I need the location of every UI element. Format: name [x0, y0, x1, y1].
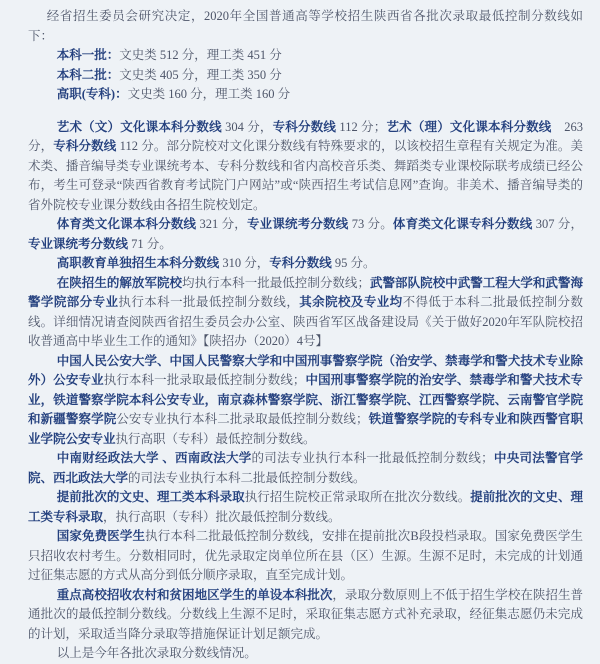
text-run: 的司法专业执行本科一批最低控制分数线；: [251, 451, 494, 465]
paragraph: [28, 527, 583, 586]
bold-text-run: 国家免费医学生: [56, 529, 146, 543]
bold-text-run: 铁道警察学院的专科专业和陕西警官职业学院公安专业: [28, 412, 583, 446]
text-run: 310 分，: [219, 256, 270, 270]
bold-text-run: 中央司法警官学院、西北政法大学: [28, 451, 583, 485]
text-run: 71 分。: [128, 236, 172, 251]
bold-text-run: 高职教育单独招生本科分数线: [56, 256, 220, 270]
bold-text-run: 武警部队院校中武警工程大学和武警海警学院部分专业: [28, 275, 583, 309]
paragraph: [28, 274, 583, 352]
text-run: 经省招生委员会研究决定，2020年全国普通高等学校招生陕西省各批次录取最低控制分数线如下：: [28, 9, 583, 43]
bold-text-run: 艺术（文）文化课本科分数线: [56, 119, 222, 134]
bold-text-run: 中国刑事警察学院的治安学、禁毒学和警犬技术专业，铁道警察学院本科公安专业，南京森林警察学院、浙江警察学院、江西警察学院、云南警官学院和新疆警察学院: [28, 373, 583, 426]
text-run: 执行招生院校正常录取所在批次分数线。: [244, 490, 471, 504]
text-run: 执行高职（专科）最低控制分数线。: [115, 431, 316, 446]
text-run: 95 分。: [331, 256, 376, 270]
bold-text-run: 其余院校及专业均: [299, 295, 403, 309]
bold-text-run: 体育类文化课本科分数线: [56, 217, 197, 231]
paragraph: [28, 586, 583, 645]
bold-text-run: 体育类文化课专科分数线: [392, 217, 533, 231]
bold-text-run: 专业课统考分数线: [28, 236, 129, 251]
paragraph: [28, 352, 583, 450]
paragraph: [28, 254, 583, 274]
paragraph: [28, 644, 583, 664]
bold-text-run: 本科二批：: [56, 67, 120, 82]
text-run: 112 分；: [336, 119, 387, 134]
text-run: 304 分，: [221, 119, 273, 134]
text-run: 73 分。: [348, 217, 393, 231]
text-run: ，执行高职（专科）批次最低控制分数线。: [103, 509, 341, 524]
text-run: 以上是今年各批次录取分数线情况。: [56, 646, 257, 660]
text-run: 公安专业执行本科二批录取最低控制分数线；: [116, 412, 369, 426]
paragraph: [28, 118, 583, 216]
bold-text-run: 提前批次的文史、理工类专科录取: [28, 490, 583, 524]
bold-text-run: 专业课统考分数线: [246, 217, 349, 231]
text-run: 执行本科二批最低控制分数线，安排在提前批次B段投档录取。国家免费医学生只招收农村考生。分数相同时，优先录取定岗单位所在县（区）生源。生源不足时，未完成的计划通过征集志愿的方式从高分到低分顺序录取，直至完成计划。: [28, 529, 583, 582]
text-run: 的司法专业执行本科二批最低控制分数线。: [128, 470, 366, 485]
bold-text-run: 在陕招生的解放军院校: [56, 275, 183, 290]
bold-text-run: 专科分数线: [53, 139, 117, 153]
paragraph: [28, 7, 583, 46]
text-run: 文史类 160 分，理工类 160 分: [127, 87, 291, 101]
document-body: [28, 7, 583, 664]
text-run: 文史类 405 分，理工类 350 分: [119, 67, 282, 82]
text-run: ，录取分数原则上不低于招生学校在陕招生普通批次的最低控制分数线。分数线上生源不足时，采取征集志愿方式补充录取，经征集志愿仍未完成的计划，采取适当降分录取等措施保证计划足额完成。: [28, 587, 583, 641]
paragraph: [28, 66, 583, 86]
bold-text-run: 专科分数线: [272, 119, 337, 134]
bold-text-run: 专科分数线: [269, 256, 332, 270]
bold-text-run: 提前批次的文史、理工类本科录取: [56, 490, 245, 504]
text-run: 307 分，: [532, 217, 583, 231]
text-run: 不得低于本科二批最低控制分数线。详细情况请查阅陕西省招生委员会办公室、陕西省军区战备建设局《关于做好2020年军队院校招收普通高中毕业生工作的通知》【陕招办（2020）4号】: [28, 295, 583, 348]
paragraph: [28, 85, 583, 105]
text-run: 263 分，: [28, 119, 583, 153]
bold-text-run: 重点高校招收农村和贫困地区学生的单设本科批次: [56, 587, 333, 602]
bold-text-run: 艺术（理）文化课本科分数线: [386, 119, 552, 134]
paragraph: [28, 215, 583, 254]
text-run: 112 分。部分院校对文化课分数线有特殊要求的，以该校招生章程有关规定为准。美术类、播音编导类专业课统考本、专科分数线和省内高校音乐类、舞蹈类专业课校际联考成绩已经公布，考生可登录“陕西省教育考试院门户网站”或“陕西招生考试信息网”查询。非美术、播音编导类的省外院校专业课分数线由各招生院校划定。: [28, 139, 583, 212]
bold-text-run: 中南财经政法大学 、西南政法大学: [56, 451, 252, 465]
text-run: 321 分，: [196, 217, 247, 231]
text-run: 执行本科一批最低控制分数线，: [118, 295, 300, 309]
paragraph: [28, 449, 583, 488]
bold-text-run: 高职(专科)：: [56, 87, 128, 101]
text-run: 均执行本科一批最低控制分数线；: [182, 275, 370, 290]
paragraph: [28, 46, 583, 66]
text-run: 执行本科一批录取最低控制分数线；: [103, 373, 306, 387]
bold-text-run: 中国人民公安大学、中国人民警察大学和中国刑事警察学院（治安学、禁毒学和警犬技术专业除外）公安专业: [28, 353, 583, 387]
bold-text-run: 本科一批：: [56, 48, 120, 62]
paragraph: [28, 488, 583, 527]
text-run: 文史类 512 分，理工类 451 分: [119, 48, 282, 62]
